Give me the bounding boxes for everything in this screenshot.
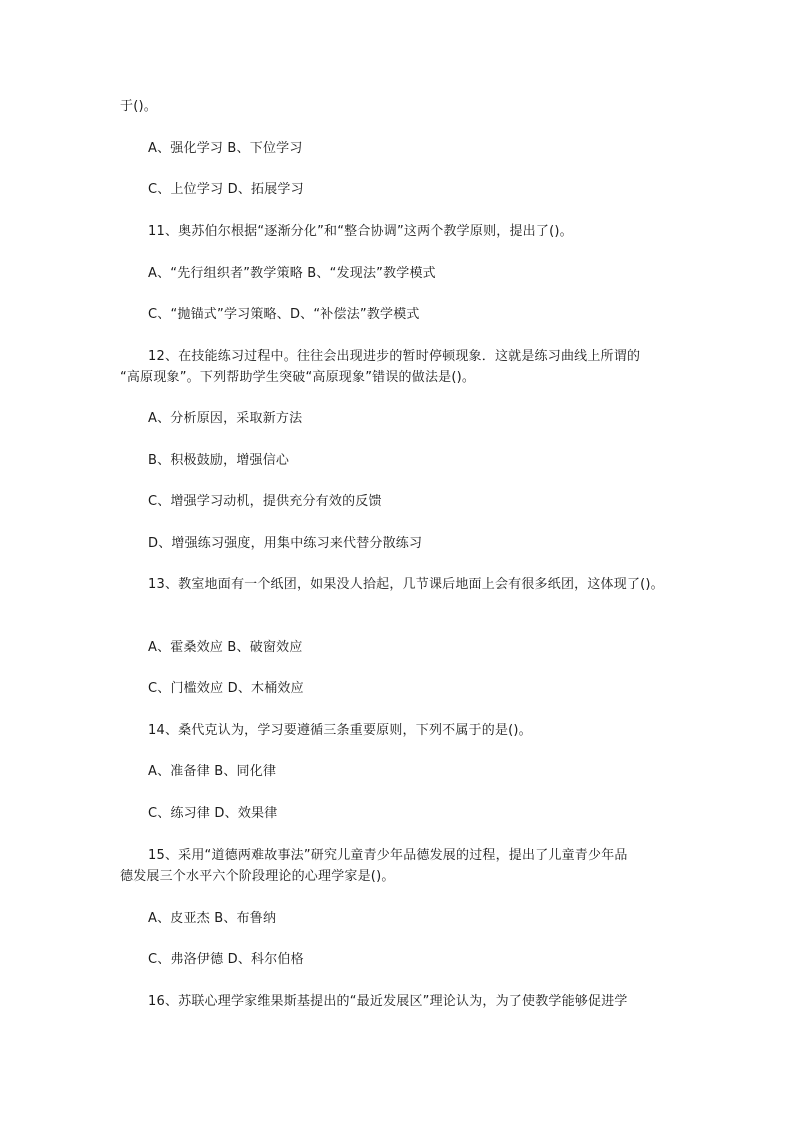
question-15-options-ab: A、皮亚杰 B、布鲁纳 <box>148 911 277 926</box>
question-12-option-d: D、增强练习强度，用集中练习来代替分散练习 <box>148 536 423 551</box>
question-15-options-cd: C、弗洛伊德 D、科尔伯格 <box>148 952 304 967</box>
question-12-option-c: C、增强学习动机，提供充分有效的反馈 <box>148 494 382 509</box>
question-15-stem-line-1: 15、采用“道德两难故事法”研究儿童青少年品德发展的过程，提出了儿童青少年品 <box>148 848 628 863</box>
question-12-stem-line-2: “高原现象”。下列帮助学生突破“高原现象”错误的做法是()。 <box>120 370 476 385</box>
question-14-options-ab: A、准备律 B、同化律 <box>148 764 277 779</box>
question-12-option-b: B、积极鼓励，增强信心 <box>148 453 290 468</box>
question-15-stem-line-2: 德发展三个水平六个阶段理论的心理学家是()。 <box>120 869 395 884</box>
question-12-option-a: A、分析原因，采取新方法 <box>148 411 303 426</box>
question-11-options-ab: A、“先行组织者”教学策略 B、“发现法”教学模式 <box>148 266 436 281</box>
question-11-options-cd: C、“抛锚式”学习策略、D、“补偿法”教学模式 <box>148 307 420 322</box>
question-11-stem: 11、奥苏伯尔根据“逐渐分化”和“整合协调”这两个教学原则，提出了()。 <box>148 224 573 239</box>
question-16-stem-line-1: 16、苏联心理学家维果斯基提出的“最近发展区”理论认为，为了使教学能够促进学 <box>148 994 628 1009</box>
question-10-options-ab: A、强化学习 B、下位学习 <box>148 141 303 156</box>
question-14-options-cd: C、练习律 D、效果律 <box>148 806 278 821</box>
question-14-stem: 14、桑代克认为，学习要遵循三条重要原则，下列不属于的是()。 <box>148 723 532 738</box>
question-10-continuation: 于()。 <box>120 99 157 114</box>
question-10-options-cd: C、上位学习 D、拓展学习 <box>148 182 304 197</box>
question-12-stem-line-1: 12、在技能练习过程中。往往会出现进步的暂时停顿现象．这就是练习曲线上所谓的 <box>148 349 641 364</box>
question-13-options-cd: C、门槛效应 D、木桶效应 <box>148 681 304 696</box>
question-13-stem: 13、教室地面有一个纸团，如果没人拾起，几节课后地面上会有很多纸团，这体现了()。 <box>148 577 664 592</box>
question-13-options-ab: A、霍桑效应 B、破窗效应 <box>148 640 303 655</box>
